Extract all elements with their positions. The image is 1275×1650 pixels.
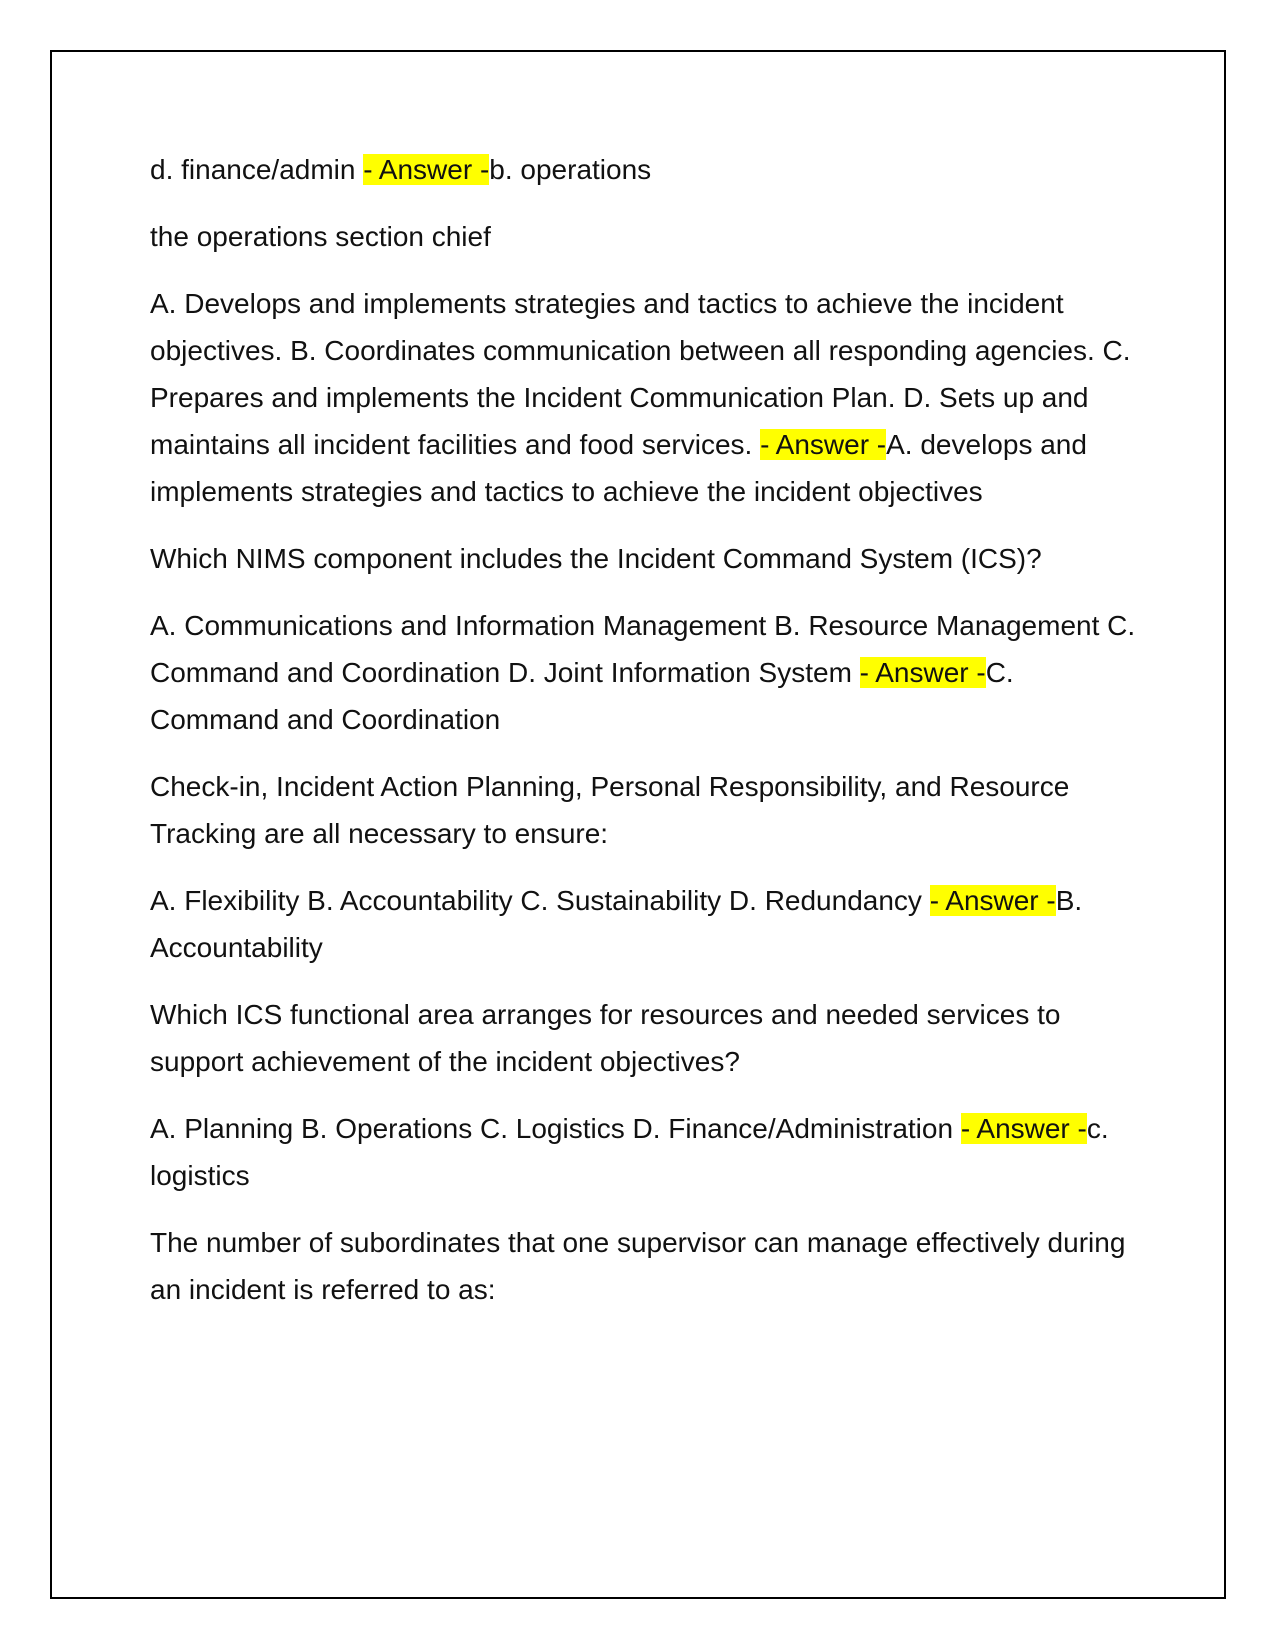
options-text: A. Flexibility B. Accountability C. Sustainability D. Redundancy bbox=[150, 885, 930, 916]
paragraph-answer bbox=[150, 1105, 1140, 1199]
question-text: the operations section chief bbox=[150, 221, 491, 252]
paragraph-question bbox=[150, 213, 1140, 260]
answer-text: b. operations bbox=[489, 154, 652, 185]
paragraph-question bbox=[150, 1219, 1140, 1313]
question-text: Check-in, Incident Action Planning, Personal Responsibility, and Resource Tracking are all necessary to ensure: bbox=[150, 771, 1070, 849]
paragraph-question bbox=[150, 763, 1140, 857]
answer-marker: - Answer - bbox=[760, 429, 887, 460]
answer-marker: - Answer - bbox=[859, 657, 986, 688]
paragraph-question bbox=[150, 991, 1140, 1085]
answer-text: C. Command and Coordination bbox=[150, 657, 1014, 735]
answer-text: A. develops and implements strategies and tactics to achieve the incident objectives bbox=[150, 429, 1087, 507]
options-text: A. Communications and Information Management B. Resource Management C. Command and Coordination D. Joint Information System bbox=[150, 610, 1136, 688]
document-body bbox=[150, 146, 1140, 1333]
question-text: Which NIMS component includes the Incident Command System (ICS)? bbox=[150, 543, 1042, 574]
options-text: A. Planning B. Operations C. Logistics D. Finance/Administration bbox=[150, 1113, 961, 1144]
paragraph-question bbox=[150, 535, 1140, 582]
answer-marker: - Answer - bbox=[960, 1113, 1087, 1144]
question-text: d. finance/admin bbox=[150, 154, 364, 185]
paragraph-answer bbox=[150, 146, 1140, 193]
answer-marker: - Answer - bbox=[929, 885, 1056, 916]
paragraph-answer bbox=[150, 602, 1140, 743]
answer-marker: - Answer - bbox=[363, 154, 490, 185]
paragraph-answer bbox=[150, 877, 1140, 971]
answer-text: c. logistics bbox=[150, 1113, 1109, 1191]
question-text: Which ICS functional area arranges for resources and needed services to support achievement of the incident objectives? bbox=[150, 999, 1061, 1077]
options-text: A. Develops and implements strategies and tactics to achieve the incident objectives. B. Coordinates communication between all responding agencies. C. Prepares and implements the Incident Communication Plan. D. Sets up and maintains all incident facilities and food services. bbox=[150, 288, 1131, 460]
answer-text: B. Accountability bbox=[150, 885, 1083, 963]
question-text: The number of subordinates that one supervisor can manage effectively during an incident is referred to as: bbox=[150, 1227, 1126, 1305]
paragraph-answer bbox=[150, 280, 1140, 515]
